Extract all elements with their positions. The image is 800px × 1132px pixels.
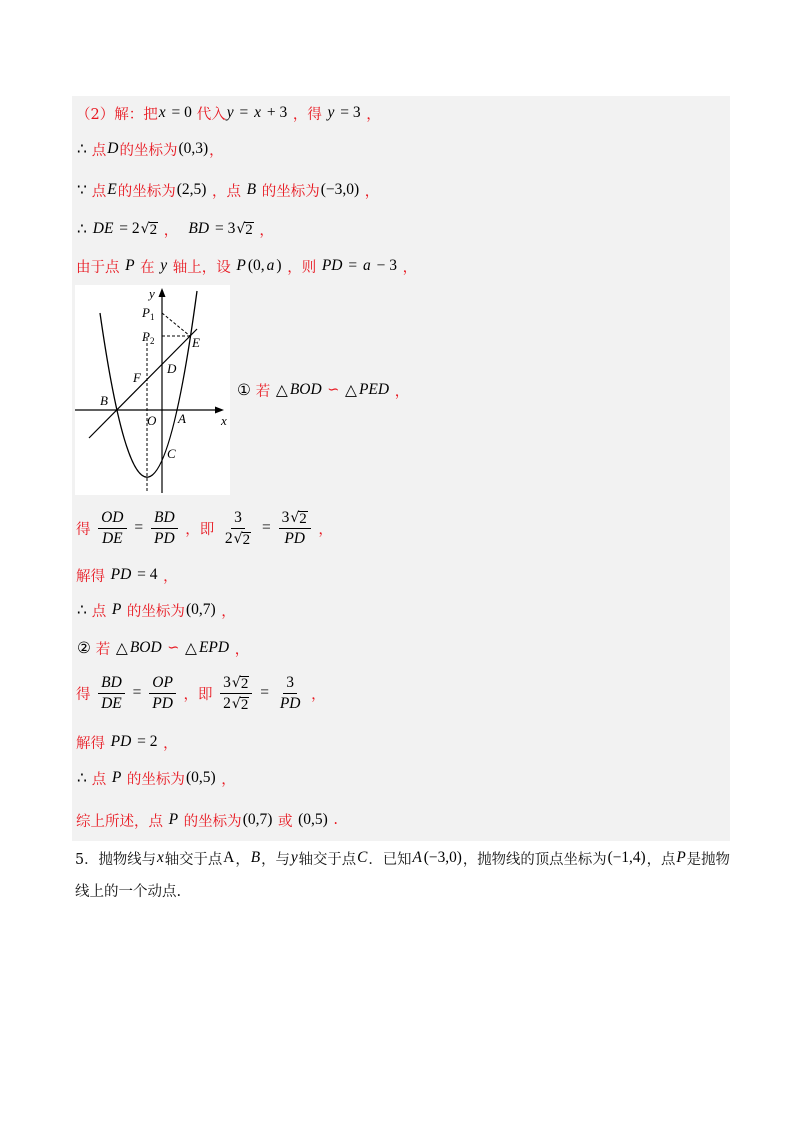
red-text: .: [328, 812, 339, 828]
math-expression: ∴: [77, 769, 91, 787]
red-text: 或: [273, 813, 298, 830]
math-expression: △: [115, 639, 128, 657]
math-variable: EPD: [198, 639, 230, 656]
math-expression: + 3: [263, 104, 288, 121]
math-variable: DE: [101, 694, 122, 712]
denominator: [222, 529, 254, 548]
math-expression: = 3: [211, 220, 236, 237]
y-axis-arrow: [159, 288, 166, 297]
step-e-b-coordinates: [76, 176, 379, 204]
point-p1-subscript: 1: [149, 312, 155, 322]
math-expression: (0,5): [185, 769, 216, 786]
red-text: ，得: [288, 106, 327, 123]
step-d-coordinate: [76, 135, 224, 163]
math-variable: B: [246, 181, 257, 198]
fraction: [222, 509, 254, 548]
radicand: 2: [240, 696, 249, 713]
case-1-heading: [236, 376, 409, 404]
red-text: ，: [360, 183, 380, 200]
math-variable: PD: [110, 733, 132, 750]
math-expression: 3: [286, 673, 295, 691]
radicand: 2: [242, 531, 251, 548]
math-variable: BD: [154, 508, 175, 526]
case-2-heading: [76, 634, 249, 662]
red-text: ，: [216, 771, 236, 788]
math-expression: ∵: [77, 181, 91, 199]
text: ．已知: [368, 851, 412, 868]
math-expression: − 3: [372, 257, 397, 274]
red-text: 得: [76, 521, 96, 538]
math-variable: y: [290, 849, 298, 866]
radical-sign: √: [231, 674, 241, 691]
red-text: 的坐标为: [257, 183, 320, 200]
denominator: [220, 694, 252, 713]
radical-sign: √: [233, 530, 243, 547]
numerator: [98, 509, 126, 529]
text: ，抛物线的顶点坐标为: [462, 851, 607, 868]
red-text: ，: [313, 521, 333, 538]
red-text: 的坐标为: [122, 603, 185, 620]
math-variable: x: [158, 104, 166, 121]
math-expression: =: [344, 257, 361, 274]
point-c-label: C: [167, 446, 176, 461]
denominator: [98, 694, 125, 713]
math-variable: A: [412, 849, 422, 866]
case-2-pd-result: [76, 728, 178, 756]
radical-sign: √: [290, 509, 300, 526]
radical-sign: √: [236, 221, 246, 237]
math-variable: PD: [279, 694, 301, 712]
red-text: 解得: [76, 735, 110, 752]
math-variable: BOD: [129, 639, 162, 656]
math-expression: △: [345, 381, 357, 399]
math-expression: 3: [281, 508, 290, 526]
math-expression: ①: [237, 381, 255, 399]
red-text: ，: [158, 735, 178, 752]
math-variable: C: [357, 849, 368, 866]
fraction: [151, 509, 178, 548]
math-expression: ): [276, 257, 282, 274]
math-variable: PD: [152, 694, 173, 712]
red-text: ，: [397, 259, 418, 276]
denominator: [281, 529, 308, 548]
y-axis-label: y: [149, 286, 155, 301]
math-expression: 2: [224, 529, 233, 547]
math-variable: BD: [188, 220, 210, 237]
radical-sign: √: [140, 221, 150, 237]
math-variable: PD: [284, 529, 305, 547]
math-expression: = 2: [115, 220, 140, 237]
red-text: 的坐标为: [119, 142, 178, 159]
red-text: ，点: [207, 183, 246, 200]
math-expression: = 4: [133, 566, 158, 583]
math-variable: P: [168, 811, 179, 828]
numerator: [220, 674, 252, 694]
text: ，点: [646, 851, 676, 868]
point-p1-letter: P: [142, 305, 150, 320]
math-expression: A: [223, 849, 235, 866]
red-text: 若: [95, 641, 115, 658]
math-expression: 2: [223, 694, 231, 712]
math-variable: E: [107, 181, 117, 198]
math-expression: (2,5): [176, 181, 207, 198]
fraction: [98, 509, 126, 548]
math-expression: (−3,0): [423, 849, 462, 866]
step-substitute-x-zero: [76, 99, 381, 127]
red-text: ，: [306, 686, 326, 703]
step-set-p: [76, 252, 417, 280]
math-variable: PD: [321, 257, 343, 274]
conclusion: [76, 806, 338, 834]
math-variable: BOD: [289, 381, 322, 398]
math-variable: P: [236, 257, 246, 274]
red-text: 点: [91, 771, 111, 788]
math-expression: (0,7): [242, 811, 273, 828]
red-text: 综上所述，点: [76, 813, 168, 830]
numerator: [231, 509, 245, 529]
fraction: [220, 674, 252, 713]
text: 5．抛物线与: [75, 851, 156, 868]
math-expression: = 0: [167, 104, 196, 121]
square-root: [232, 695, 249, 713]
red-text: 点: [91, 603, 111, 620]
math-expression: =: [256, 684, 273, 701]
red-text: 若: [255, 383, 275, 400]
denominator: [99, 529, 126, 548]
math-expression: =: [235, 104, 253, 121]
numerator: [98, 674, 125, 694]
red-text: 的坐标为: [122, 771, 185, 788]
math-expression: (0,7): [185, 601, 216, 618]
math-expression: ∴: [77, 220, 91, 238]
parabola-diagram: [75, 285, 230, 495]
math-variable: B: [250, 849, 261, 866]
math-expression: ∴: [77, 140, 91, 158]
case-1-pd-result: [76, 561, 178, 589]
math-variable: OD: [101, 508, 124, 526]
math-expression: = 2: [133, 733, 158, 750]
math-variable: D: [107, 140, 119, 157]
red-text: ，: [390, 383, 410, 400]
red-text: ，即: [180, 521, 219, 538]
radicand: 2: [299, 510, 307, 527]
point-p1-label: [141, 305, 154, 322]
math-expression: (0,: [247, 257, 265, 274]
point-p2-letter: P: [142, 329, 150, 344]
math-expression: =: [258, 519, 275, 536]
red-text: ，则: [282, 259, 321, 276]
red-text: ，: [216, 603, 236, 620]
radicand: 2: [149, 222, 158, 238]
math-variable: OP: [152, 673, 173, 691]
math-variable: BD: [101, 673, 122, 691]
math-variable: DE: [92, 220, 114, 237]
red-text: 得: [76, 686, 96, 703]
denominator: [151, 529, 178, 548]
red-text: ∽: [322, 382, 345, 398]
red-text: ，: [230, 641, 250, 658]
math-expression: (−1,4): [607, 849, 646, 866]
math-expression: ∴: [77, 601, 91, 619]
math-variable: y: [327, 104, 335, 121]
text: ，与: [261, 851, 290, 868]
case-2-ratio: [76, 669, 326, 717]
math-expression: ②: [77, 639, 95, 657]
denominator: [277, 694, 304, 713]
math-expression: = 3: [336, 104, 361, 121]
fraction: [277, 674, 304, 713]
square-root: [234, 530, 251, 548]
math-expression: (0,3): [178, 140, 209, 157]
square-root: [236, 220, 253, 238]
text: 线上的一个动点.: [75, 883, 182, 900]
red-text: 解得: [76, 568, 110, 585]
red-text: 点: [91, 142, 107, 159]
text: 轴交于点: [164, 851, 223, 868]
math-variable: P: [111, 769, 122, 786]
parabola-figure: [75, 285, 230, 495]
point-b-label: B: [100, 393, 108, 408]
case-1-p-coordinate: [76, 596, 236, 624]
math-variable: PD: [154, 529, 175, 547]
red-text: 由于点: [76, 259, 125, 276]
math-variable: DE: [101, 529, 123, 547]
math-expression: =: [130, 519, 147, 536]
square-root: [232, 674, 249, 692]
red-text: 点: [91, 183, 107, 200]
red-text: （2）解：把: [76, 106, 158, 123]
math-variable: P: [676, 849, 686, 866]
text: 轴交于点: [298, 851, 357, 868]
point-p2-label: [141, 329, 154, 346]
text: 是抛物: [686, 851, 730, 868]
red-text: ∽: [162, 640, 185, 656]
text: ，: [235, 851, 250, 868]
math-expression: (−3,0): [320, 181, 360, 198]
point-p2-subscript: 2: [149, 336, 155, 346]
origin-label: O: [147, 413, 157, 428]
fraction: [149, 674, 176, 713]
math-variable: x: [254, 104, 262, 121]
red-text: ，: [159, 222, 188, 239]
math-expression: △: [275, 381, 288, 399]
math-expression: =: [128, 684, 146, 701]
fraction: [98, 674, 125, 713]
math-expression: (0,5): [298, 811, 328, 828]
red-text: ，: [209, 142, 224, 159]
math-variable: PED: [358, 381, 390, 398]
numerator: [283, 674, 297, 694]
math-expression: △: [185, 639, 197, 657]
red-text: ，即: [178, 686, 218, 703]
red-text: ，: [361, 106, 381, 123]
red-text: 在: [135, 259, 160, 276]
square-root: [141, 220, 158, 238]
point-a-label: A: [178, 411, 186, 426]
math-expression: 3: [234, 508, 242, 526]
math-variable: a: [362, 257, 371, 274]
point-e-label: E: [192, 335, 200, 350]
x-axis-label: x: [221, 413, 227, 428]
math-variable: PD: [110, 566, 132, 583]
case-2-p-coordinate: [76, 764, 236, 792]
red-text: 的坐标为: [117, 183, 176, 200]
red-text: ，: [158, 568, 178, 585]
radical-sign: √: [231, 695, 241, 712]
math-variable: P: [125, 257, 135, 274]
step-de-bd-lengths: [76, 215, 274, 243]
math-variable: y: [160, 257, 168, 274]
math-variable: y: [226, 104, 234, 121]
numerator: [151, 509, 178, 529]
math-expression: 3: [223, 673, 231, 691]
fraction: [279, 509, 311, 548]
red-text: 的坐标为: [179, 813, 242, 830]
problem-5-statement-line-2: [75, 876, 181, 904]
point-d-label: D: [167, 361, 177, 376]
numerator: [279, 509, 311, 529]
point-f-label: F: [133, 370, 141, 385]
radicand: 2: [240, 675, 249, 692]
square-root: [290, 509, 307, 527]
red-text: 代入: [196, 106, 226, 123]
math-variable: a: [266, 257, 275, 274]
math-variable: P: [111, 601, 122, 618]
problem-5-statement-line-1: [75, 844, 730, 872]
segment-p1-e: [162, 313, 190, 336]
numerator: [149, 674, 176, 694]
radicand: 2: [245, 222, 253, 238]
denominator: [149, 694, 176, 713]
case-1-ratio: [76, 504, 333, 552]
red-text: 轴上，设: [168, 259, 236, 276]
red-text: ，: [254, 222, 274, 239]
math-variable: x: [156, 849, 164, 866]
